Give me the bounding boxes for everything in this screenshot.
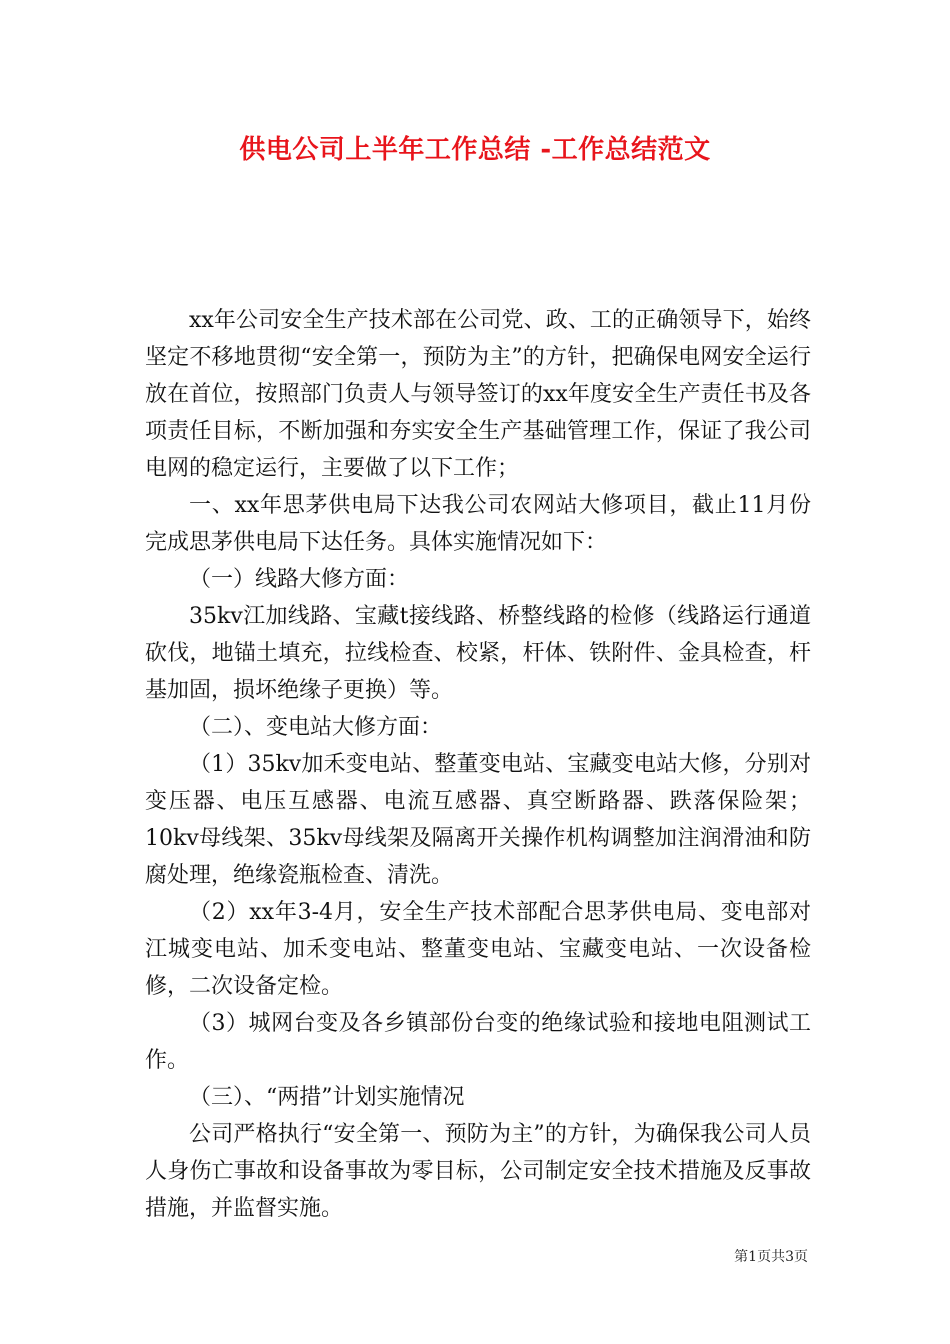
paragraph-measures-detail: 公司严格执行“安全第一、预防为主”的方针，为确保我公司人员人身伤亡事故和设备事故为零目标，公司制定安全技术措施及反事故措施，并监督实施。 [145, 1122, 811, 1221]
paragraph-subheading-two-measures: （三）、“两措”计划实施情况 [189, 1085, 465, 1110]
document-body [145, 302, 811, 1227]
paragraph-section-1: 一、xx年思茅供电局下达我公司农网站大修项目，截止11月份完成思茅供电局下达任务。具体实施情况如下： [145, 493, 811, 555]
page-number: 第1页共3页 [734, 1249, 808, 1265]
paragraph-item-3: （3）城网台变及各乡镇部份台变的绝缘试验和接地电阻测试工作。 [145, 1011, 811, 1073]
paragraph-intro: xx年公司安全生产技术部在公司党、政、工的正确领导下，始终坚定不移地贯彻“安全第一，预防为主”的方针，把确保电网安全运行放在首位，按照部门负责人与领导签订的xx年度安全生产责任书及各项责任目标，不断加强和夯实安全生产基础管理工作，保证了我公司电网的稳定运行，主要做了以下工作； [145, 308, 811, 481]
paragraph-subheading-substations: （二）、变电站大修方面： [189, 715, 443, 740]
page-title: 供电公司上半年工作总结 -工作总结范文 [239, 135, 711, 165]
paragraph-item-2: （2）xx年3-4月，安全生产技术部配合思茅供电局、变电部对江城变电站、加禾变电站、整董变电站、宝藏变电站、一次设备检修，二次设备定检。 [145, 900, 811, 999]
paragraph-item-1: （1）35kv加禾变电站、整董变电站、宝藏变电站大修，分别对变压器、电压互感器、电流互感器、真空断路器、跌落保险架；10kv母线架、35kv母线架及隔离开关操作机构调整加注润滑油和防腐处理，绝缘瓷瓶检查、清洗。 [145, 752, 811, 888]
paragraph-subheading-lines: （一）线路大修方面： [189, 567, 410, 592]
paragraph-lines-detail: 35kv江加线路、宝藏t接线路、桥整线路的检修（线路运行通道砍伐，地锚土填充，拉线检查、校紧，杆体、铁附件、金具检查，杆基加固，损坏绝缘子更换）等。 [145, 604, 811, 703]
